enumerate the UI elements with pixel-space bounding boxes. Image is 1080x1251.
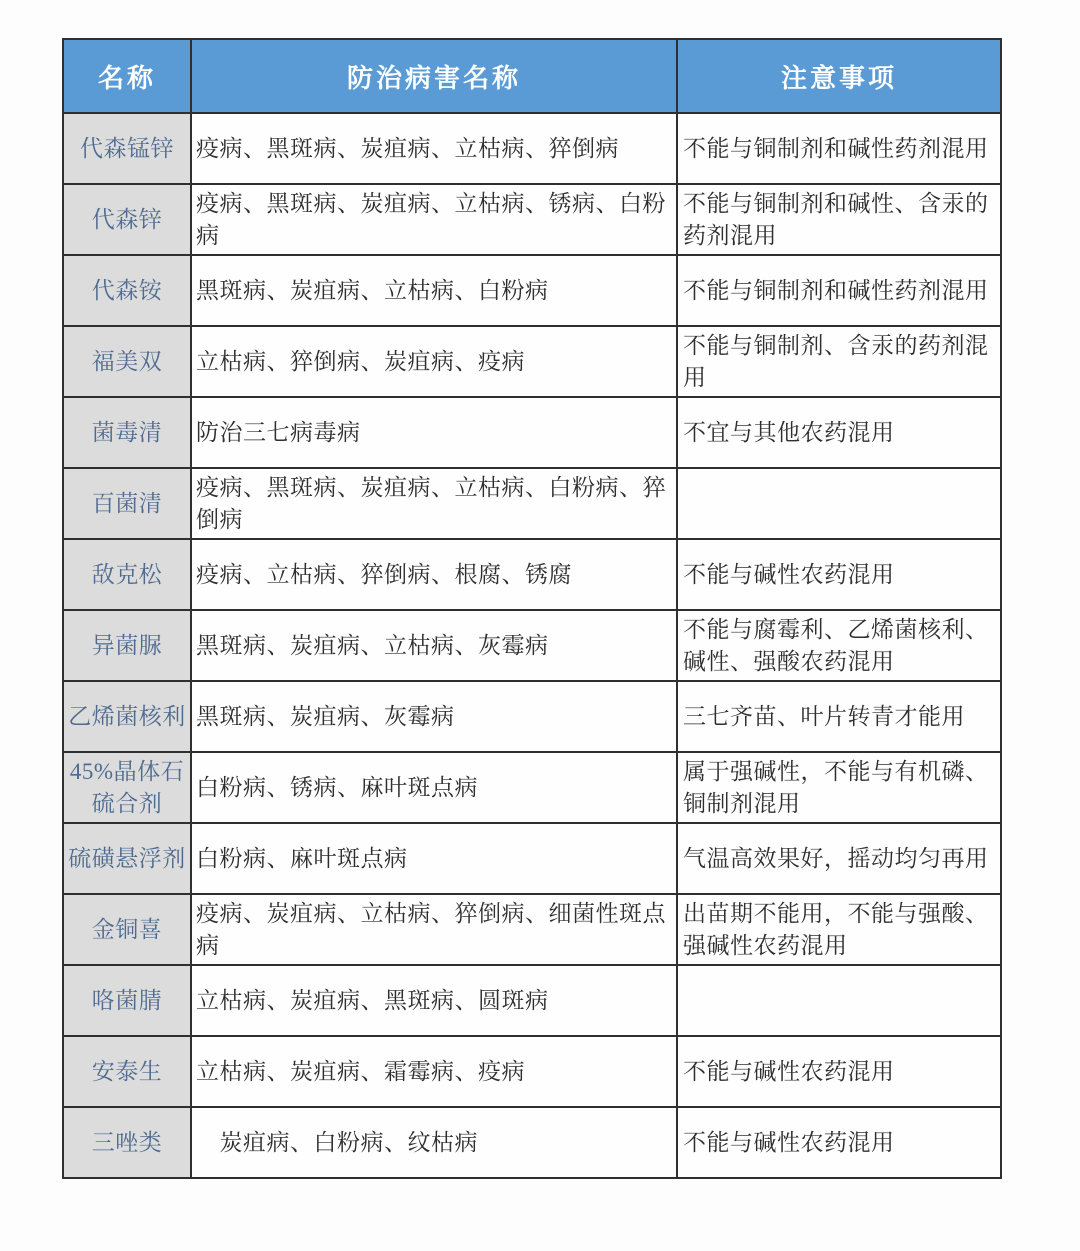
diseases-cell: 立枯病、猝倒病、炭疽病、疫病 [191, 326, 677, 397]
table-row [63, 610, 1001, 681]
diseases-cell: 白粉病、麻叶斑点病 [191, 823, 677, 894]
table-row [63, 823, 1001, 894]
pesticide-table [62, 38, 1002, 1179]
name-cell: 三唑类 [63, 1107, 191, 1178]
table-row [63, 681, 1001, 752]
notes-cell: 不能与铜制剂和碱性、含汞的药剂混用 [677, 184, 1001, 255]
diseases-cell: 疫病、黑斑病、炭疽病、立枯病、猝倒病 [191, 113, 677, 184]
name-cell: 百菌清 [63, 468, 191, 539]
notes-cell: 不能与铜制剂和碱性药剂混用 [677, 113, 1001, 184]
table-row [63, 255, 1001, 326]
diseases-cell: 白粉病、锈病、麻叶斑点病 [191, 752, 677, 823]
table-row [63, 113, 1001, 184]
table-row [63, 965, 1001, 1036]
name-cell: 45%晶体石硫合剂 [63, 752, 191, 823]
table-row [63, 1036, 1001, 1107]
notes-cell: 不能与碱性农药混用 [677, 539, 1001, 610]
name-cell: 金铜喜 [63, 894, 191, 965]
diseases-cell: 炭疽病、白粉病、纹枯病 [191, 1107, 677, 1178]
notes-cell: 三七齐苗、叶片转青才能用 [677, 681, 1001, 752]
notes-cell: 不能与铜制剂、含汞的药剂混用 [677, 326, 1001, 397]
notes-cell: 出苗期不能用，不能与强酸、强碱性农药混用 [677, 894, 1001, 965]
notes-cell [677, 965, 1001, 1036]
name-cell: 异菌脲 [63, 610, 191, 681]
table-row [63, 397, 1001, 468]
notes-cell: 气温高效果好，摇动均匀再用 [677, 823, 1001, 894]
name-cell: 咯菌腈 [63, 965, 191, 1036]
diseases-cell: 疫病、炭疽病、立枯病、猝倒病、细菌性斑点病 [191, 894, 677, 965]
diseases-cell: 黑斑病、炭疽病、灰霉病 [191, 681, 677, 752]
table-row [63, 539, 1001, 610]
name-cell: 代森锰锌 [63, 113, 191, 184]
name-cell: 安泰生 [63, 1036, 191, 1107]
name-cell: 敌克松 [63, 539, 191, 610]
table-header [63, 39, 1001, 113]
diseases-cell: 立枯病、炭疽病、霜霉病、疫病 [191, 1036, 677, 1107]
table-row [63, 894, 1001, 965]
diseases-cell: 黑斑病、炭疽病、立枯病、灰霉病 [191, 610, 677, 681]
header-row [63, 39, 1001, 113]
name-cell: 代森锌 [63, 184, 191, 255]
notes-cell: 不宜与其他农药混用 [677, 397, 1001, 468]
diseases-cell: 疫病、立枯病、猝倒病、根腐、锈腐 [191, 539, 677, 610]
header-cell-name: 名称 [63, 39, 191, 113]
name-cell: 福美双 [63, 326, 191, 397]
notes-cell: 不能与碱性农药混用 [677, 1107, 1001, 1178]
table-row [63, 184, 1001, 255]
name-cell: 乙烯菌核利 [63, 681, 191, 752]
diseases-cell: 疫病、黑斑病、炭疽病、立枯病、锈病、白粉病 [191, 184, 677, 255]
name-cell: 代森铵 [63, 255, 191, 326]
name-cell: 菌毒清 [63, 397, 191, 468]
notes-cell: 不能与铜制剂和碱性药剂混用 [677, 255, 1001, 326]
header-cell-diseases: 防治病害名称 [191, 39, 677, 113]
notes-cell: 属于强碱性，不能与有机磷、铜制剂混用 [677, 752, 1001, 823]
notes-cell [677, 468, 1001, 539]
table-body [63, 113, 1001, 1178]
header-cell-notes: 注意事项 [677, 39, 1001, 113]
table-row [63, 1107, 1001, 1178]
table-row [63, 468, 1001, 539]
diseases-cell: 防治三七病毒病 [191, 397, 677, 468]
diseases-cell: 黑斑病、炭疽病、立枯病、白粉病 [191, 255, 677, 326]
notes-cell: 不能与腐霉利、乙烯菌核利、碱性、强酸农药混用 [677, 610, 1001, 681]
diseases-cell: 疫病、黑斑病、炭疽病、立枯病、白粉病、猝倒病 [191, 468, 677, 539]
name-cell: 硫磺悬浮剂 [63, 823, 191, 894]
table-row [63, 326, 1001, 397]
notes-cell: 不能与碱性农药混用 [677, 1036, 1001, 1107]
table-row [63, 752, 1001, 823]
diseases-cell: 立枯病、炭疽病、黑斑病、圆斑病 [191, 965, 677, 1036]
